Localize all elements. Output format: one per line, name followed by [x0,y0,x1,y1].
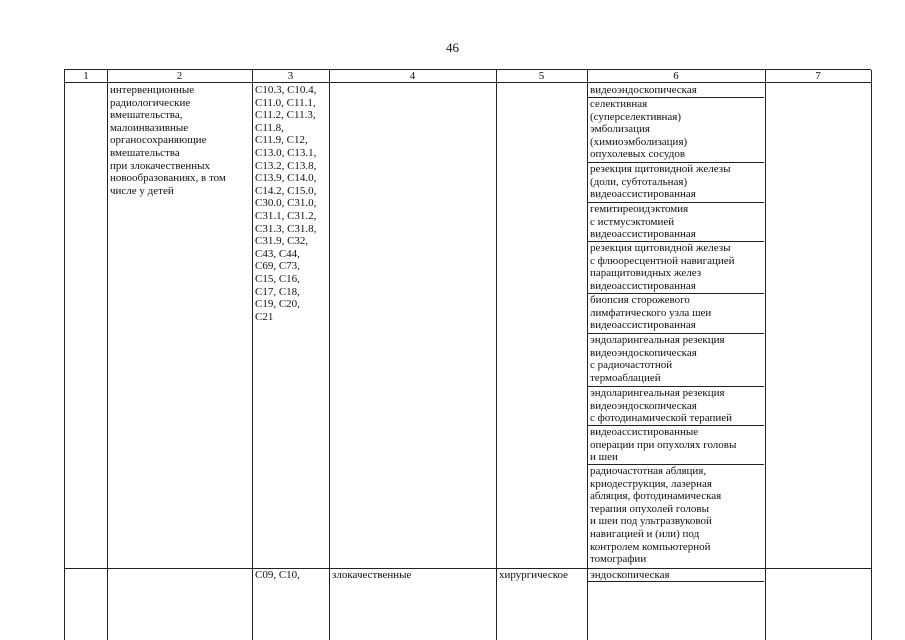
procedure-item: резекция щитовидной железы (доли, субтотальная) видеоассистированная [590,163,731,201]
procedure-item: гемитиреоидэктомия с истмусэктомией видеоассистированная [590,203,696,241]
col-divider [329,70,330,640]
procedure-item: видеоассистированные операции при опухолях головы и шеи [590,426,737,464]
icd-codes-text: C10.3, C10.4, C11.0, C11.1, C11.2, C11.3, C11.8, C11.9, C12, C13.0, C13.1, C13.2, C13.8, C13.9, C14.0, C14.2, C15.0, C30.0, C31.0, C31.1, C31.2, C31.3, C31.8, C31.9, C32, C43, C44, C69, C73, C15, C16, C17, C18, C19, C20, C21 [255,84,317,323]
header-col-4: 4 [409,70,416,82]
col-divider [252,70,253,640]
treatment-type-next-row: хирургическое [499,569,569,581]
header-divider [65,82,871,83]
header-col-6: 6 [673,70,679,82]
procedure-item: эндоларингеальная резекция видеоэндоскопическая с фотодинамической терапией [590,387,733,425]
col-divider [496,70,497,640]
procedure-item: радиочастотная абляция, криодеструкция, лазерная абляция, фотодинамическая терапия опухолей головы и шеи под ультразвуковой навигацией и (или) под контролем компьютерной томографии [590,465,722,566]
col-divider [107,70,108,640]
diagnosis-next-row: злокачественные [332,569,412,581]
procedure-item: биопсия сторожевого лимфатического узла шеи видеоассистированная [590,294,712,332]
header-col-3: 3 [287,70,294,82]
header-col-5: 5 [538,70,545,82]
intervention-type-text: интервенционные радиологические вмешательства, малоинвазивные органосохраняющие вмешательства при злокачественных новообразованиях, в том числе у детей [110,84,226,197]
col-divider [871,70,872,640]
procedure-item: эндоларингеальная резекция видеоэндоскопическая с радиочастотной термоаблацией [590,334,725,384]
header-col-1: 1 [83,70,89,82]
header-col-2: 2 [176,70,183,82]
page-number: 46 [446,40,459,55]
header-col-7: 7 [815,70,821,82]
col-divider [587,70,588,640]
icd-codes-next-row: C09, C10, [255,569,300,581]
procedures-table [64,69,871,640]
procedure-next-row: эндоскопическая [590,569,670,581]
procedure-divider [588,581,764,582]
procedure-item: резекция щитовидной железы с флюоресцентной навигацией паращитовидных желез видеоассистированная [590,242,735,292]
procedure-item: видеоэндоскопическая [590,84,697,96]
procedure-item: селективная (суперселективная) эмболизация (химиоэмболизация) опухолевых сосудов [590,98,688,161]
